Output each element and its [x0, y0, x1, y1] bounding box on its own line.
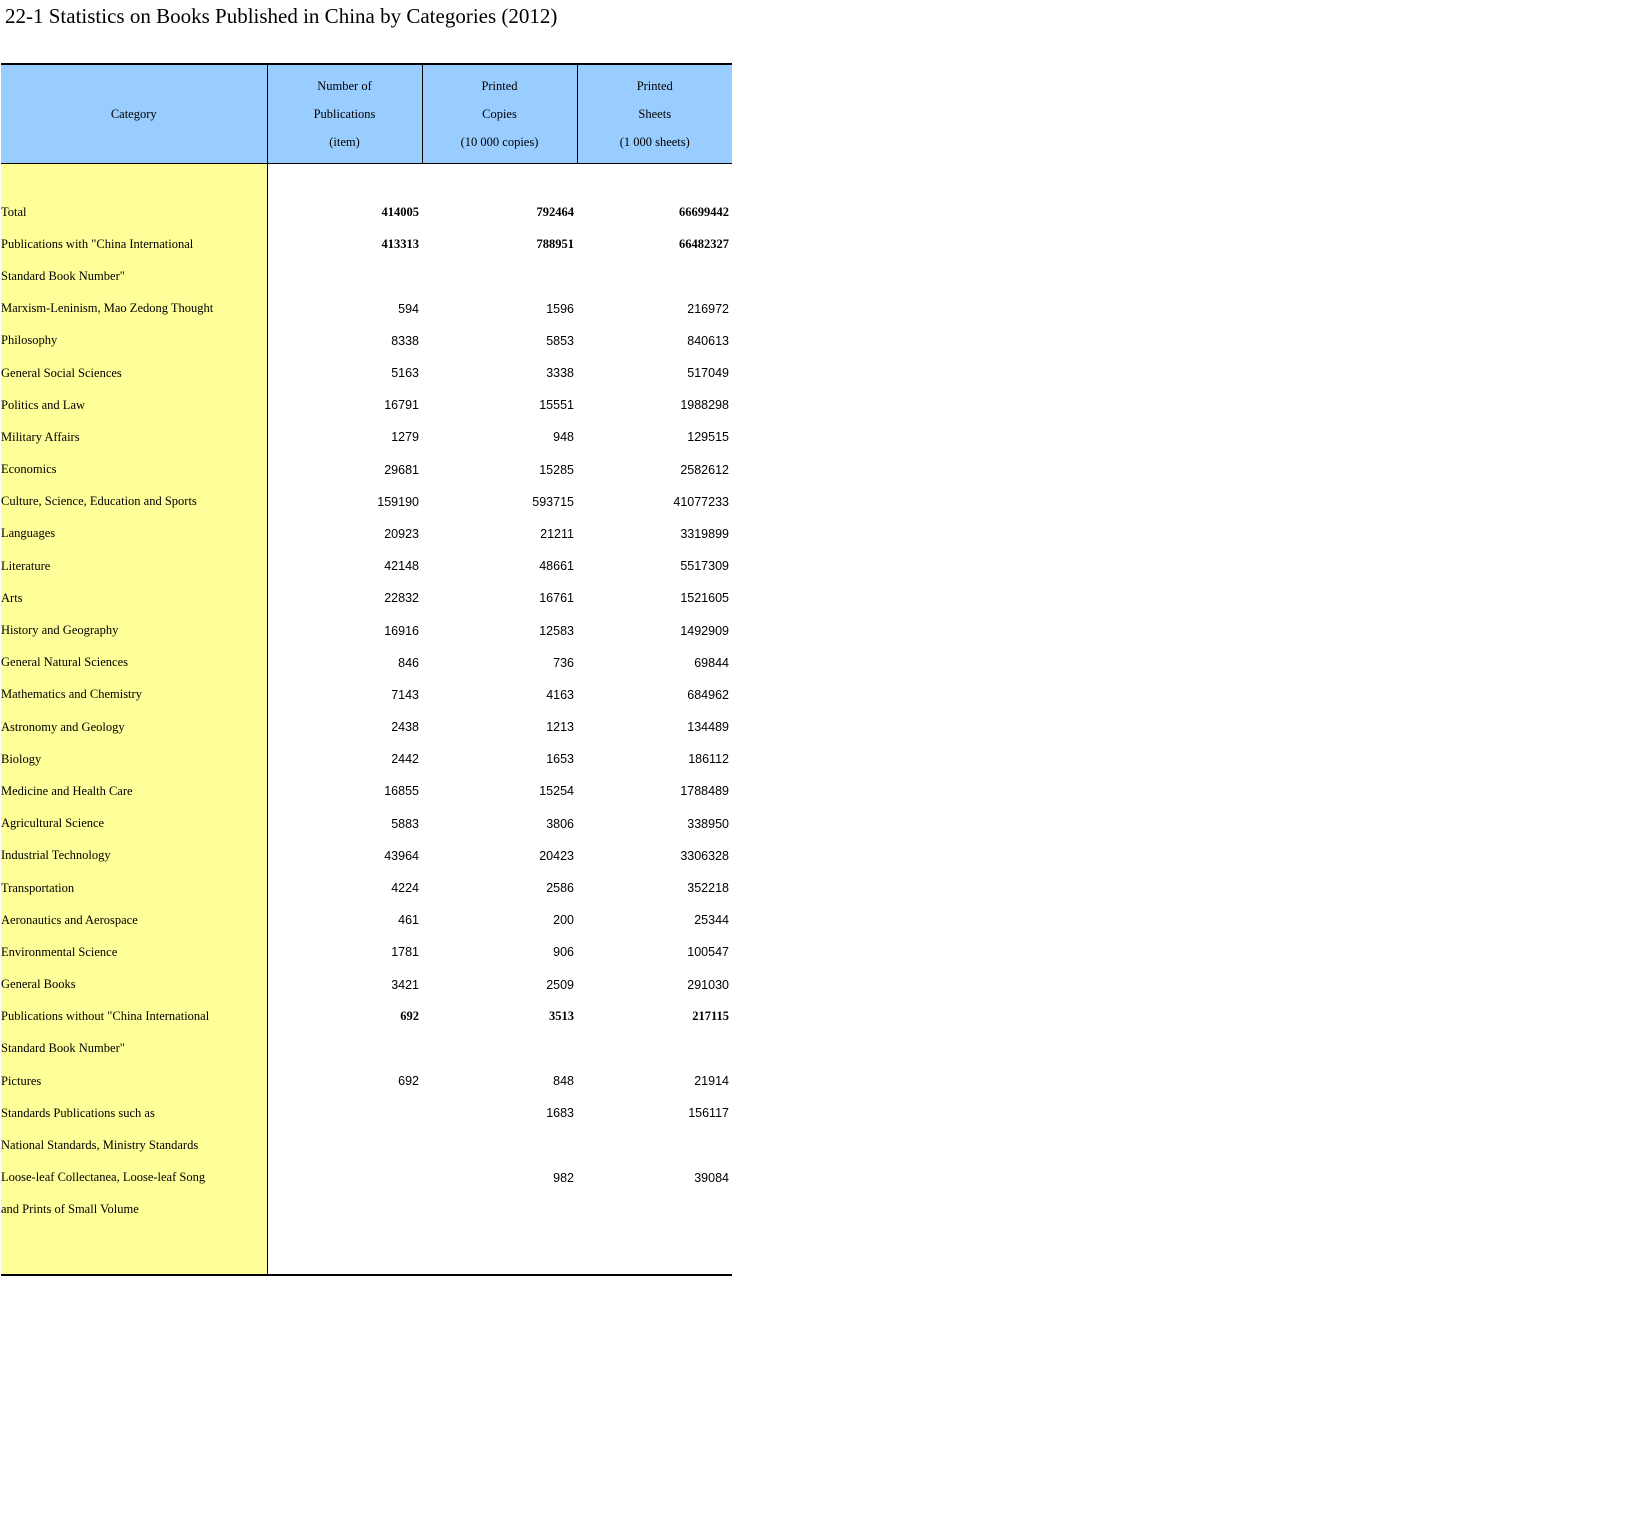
category-cell: General Social Sciences — [1, 357, 267, 389]
table-row — [1, 389, 732, 421]
table-row — [1, 614, 732, 646]
table-row — [1, 325, 732, 357]
category-cell: Environmental Science — [1, 936, 267, 968]
printed-copies-cell: 792464 — [536, 204, 574, 219]
statistics-table — [1, 63, 732, 1276]
publications-cell: 7143 — [391, 687, 419, 702]
publications-cell: 594 — [398, 301, 419, 316]
publications-cell: 2442 — [391, 752, 419, 767]
printed-sheets-cell: 21914 — [694, 1074, 729, 1089]
printed-copies-cell — [422, 1129, 577, 1161]
category-cell: Military Affairs — [1, 421, 267, 453]
table-row — [1, 904, 732, 936]
publications-cell: 3421 — [391, 977, 419, 992]
printed-sheets-cell — [577, 1129, 732, 1161]
category-cell: National Standards, Ministry Standards — [1, 1129, 267, 1161]
publications-cell: 1279 — [391, 430, 419, 445]
spacer-row — [1, 164, 732, 197]
printed-sheets-cell: 517049 — [687, 366, 729, 381]
table-row — [1, 357, 732, 389]
table-row — [1, 1194, 732, 1226]
printed-copies-cell: 21211 — [540, 526, 574, 541]
category-cell: Biology — [1, 743, 267, 775]
category-cell: Publications without "China International — [1, 1001, 267, 1033]
category-cell: General Natural Sciences — [1, 647, 267, 679]
publications-cell — [267, 1162, 422, 1194]
category-cell: Marxism-Leninism, Mao Zedong Thought — [1, 293, 267, 325]
printed-sheets-cell: 25344 — [694, 913, 729, 928]
category-cell: Total — [1, 196, 267, 228]
printed-sheets-cell — [577, 260, 732, 292]
printed-copies-cell: 15551 — [539, 398, 574, 413]
printed-copies-cell: 48661 — [539, 559, 574, 574]
table-row — [1, 936, 732, 968]
printed-copies-cell: 1213 — [546, 720, 574, 735]
printed-copies-cell: 200 — [553, 913, 574, 928]
printed-sheets-cell: 684962 — [687, 687, 729, 702]
category-cell: Philosophy — [1, 325, 267, 357]
printed-sheets-cell — [577, 1033, 732, 1065]
table-row — [1, 711, 732, 743]
printed-sheets-cell: 3306328 — [680, 848, 729, 863]
publications-cell: 29681 — [384, 462, 419, 477]
publications-cell: 461 — [398, 913, 419, 928]
category-cell: Languages — [1, 518, 267, 550]
printed-copies-cell: 20423 — [539, 848, 574, 863]
publications-cell: 43964 — [384, 848, 419, 863]
category-cell: Culture, Science, Education and Sports — [1, 486, 267, 518]
publications-cell — [267, 1033, 422, 1065]
printed-sheets-cell: 66482327 — [679, 236, 729, 251]
printed-sheets-cell: 338950 — [687, 816, 729, 831]
printed-sheets-cell: 129515 — [687, 430, 729, 445]
table-row — [1, 421, 732, 453]
publications-cell: 846 — [398, 655, 419, 670]
printed-copies-cell: 948 — [553, 430, 574, 445]
printed-copies-cell: 5853 — [546, 333, 574, 348]
printed-sheets-cell: 216972 — [687, 301, 729, 316]
category-cell: Arts — [1, 582, 267, 614]
printed-copies-cell: 15285 — [539, 462, 574, 477]
printed-copies-cell: 736 — [553, 655, 574, 670]
table-row — [1, 260, 732, 292]
table-row — [1, 1001, 732, 1033]
printed-copies-cell: 1596 — [546, 301, 574, 316]
printed-copies-cell: 3338 — [546, 366, 574, 381]
category-cell: General Books — [1, 969, 267, 1001]
publications-cell: 413313 — [381, 236, 419, 251]
header-number-of-publications: Number of Publications (item) — [267, 64, 422, 164]
printed-sheets-cell: 2582612 — [680, 462, 729, 477]
table-row — [1, 1065, 732, 1097]
header-printed-sheets: Printed Sheets (1 000 sheets) — [577, 64, 732, 164]
printed-copies-cell: 788951 — [536, 236, 574, 251]
category-cell: History and Geography — [1, 614, 267, 646]
category-cell: Agricultural Science — [1, 808, 267, 840]
table-row — [1, 582, 732, 614]
category-cell: Economics — [1, 454, 267, 486]
publications-cell: 2438 — [391, 720, 419, 735]
printed-copies-cell: 3806 — [546, 816, 574, 831]
printed-copies-cell: 982 — [553, 1170, 574, 1185]
publications-cell — [267, 1194, 422, 1226]
printed-sheets-cell: 156117 — [688, 1106, 729, 1121]
printed-copies-cell: 2586 — [546, 881, 574, 896]
table-row — [1, 1097, 732, 1129]
category-cell: Transportation — [1, 872, 267, 904]
header-category: Category — [1, 64, 267, 164]
table-row — [1, 808, 732, 840]
printed-sheets-cell — [577, 1194, 732, 1226]
printed-copies-cell: 15254 — [539, 784, 574, 799]
table-row — [1, 1033, 732, 1065]
printed-copies-cell: 4163 — [546, 687, 574, 702]
spacer-row — [1, 1226, 732, 1275]
table-row — [1, 1129, 732, 1161]
table-row — [1, 840, 732, 872]
category-cell: Astronomy and Geology — [1, 711, 267, 743]
publications-cell: 20923 — [384, 526, 419, 541]
table-row — [1, 872, 732, 904]
printed-copies-cell: 848 — [553, 1074, 574, 1089]
printed-sheets-cell: 1492909 — [680, 623, 729, 638]
publications-cell: 16855 — [384, 784, 419, 799]
printed-sheets-cell: 217115 — [692, 1009, 729, 1024]
printed-sheets-cell: 39084 — [694, 1170, 729, 1185]
table-row — [1, 647, 732, 679]
publications-cell: 414005 — [381, 204, 419, 219]
printed-copies-cell: 593715 — [532, 494, 574, 509]
table-row — [1, 969, 732, 1001]
category-cell: and Prints of Small Volume — [1, 1194, 267, 1226]
printed-sheets-cell: 1988298 — [680, 398, 729, 413]
publications-cell — [267, 260, 422, 292]
printed-copies-cell: 3513 — [549, 1009, 574, 1024]
category-cell: Publications with "China International — [1, 228, 267, 260]
printed-copies-cell — [422, 1033, 577, 1065]
table-row — [1, 196, 732, 228]
publications-cell: 159190 — [377, 494, 419, 509]
table-row — [1, 550, 732, 582]
table-row — [1, 228, 732, 260]
printed-copies-cell: 12583 — [539, 623, 574, 638]
printed-copies-cell: 2509 — [546, 977, 574, 992]
header-row — [1, 64, 732, 164]
publications-cell: 22832 — [384, 591, 419, 606]
printed-copies-cell: 906 — [553, 945, 574, 960]
category-cell: Medicine and Health Care — [1, 775, 267, 807]
category-cell: Pictures — [1, 1065, 267, 1097]
printed-sheets-cell: 291030 — [687, 977, 729, 992]
printed-sheets-cell: 134489 — [687, 720, 729, 735]
printed-copies-cell: 1653 — [546, 752, 574, 767]
category-cell: Aeronautics and Aerospace — [1, 904, 267, 936]
category-cell: Politics and Law — [1, 389, 267, 421]
printed-sheets-cell: 100547 — [687, 945, 729, 960]
category-cell: Industrial Technology — [1, 840, 267, 872]
page-title: 22-1 Statistics on Books Published in China by Categories (2012) — [5, 4, 558, 28]
printed-sheets-cell: 1521605 — [680, 591, 729, 606]
publications-cell: 8338 — [391, 333, 419, 348]
category-cell: Loose-leaf Collectanea, Loose-leaf Song — [1, 1162, 267, 1194]
printed-copies-cell: 1683 — [546, 1106, 574, 1121]
category-cell: Literature — [1, 550, 267, 582]
table-row — [1, 743, 732, 775]
category-cell: Standard Book Number" — [1, 1033, 267, 1065]
publications-cell: 692 — [398, 1074, 419, 1089]
table-row — [1, 293, 732, 325]
table-row — [1, 518, 732, 550]
publications-cell — [267, 1097, 422, 1129]
publications-cell: 42148 — [384, 559, 419, 574]
table-row — [1, 486, 732, 518]
publications-cell: 4224 — [391, 881, 419, 896]
printed-sheets-cell: 3319899 — [680, 526, 729, 541]
category-cell: Standard Book Number" — [1, 260, 267, 292]
printed-sheets-cell: 1788489 — [680, 784, 729, 799]
publications-cell: 5163 — [391, 366, 419, 381]
table-row — [1, 679, 732, 711]
category-cell: Mathematics and Chemistry — [1, 679, 267, 711]
publications-cell: 1781 — [391, 945, 419, 960]
table-row — [1, 775, 732, 807]
printed-sheets-cell: 5517309 — [680, 559, 729, 574]
printed-sheets-cell: 69844 — [694, 655, 729, 670]
printed-copies-cell — [422, 260, 577, 292]
printed-sheets-cell: 352218 — [687, 881, 729, 896]
printed-sheets-cell: 840613 — [687, 333, 729, 348]
printed-sheets-cell: 41077233 — [673, 494, 729, 509]
publications-cell: 5883 — [391, 816, 419, 831]
printed-sheets-cell: 186112 — [688, 752, 729, 767]
printed-copies-cell: 16761 — [539, 591, 574, 606]
printed-sheets-cell: 66699442 — [679, 204, 729, 219]
printed-copies-cell — [422, 1194, 577, 1226]
header-printed-copies: Printed Copies (10 000 copies) — [422, 64, 577, 164]
publications-cell: 692 — [400, 1009, 419, 1024]
publications-cell: 16916 — [384, 623, 419, 638]
table-row — [1, 454, 732, 486]
publications-cell: 16791 — [384, 398, 419, 413]
table-row — [1, 1162, 732, 1194]
category-cell: Standards Publications such as — [1, 1097, 267, 1129]
publications-cell — [267, 1129, 422, 1161]
